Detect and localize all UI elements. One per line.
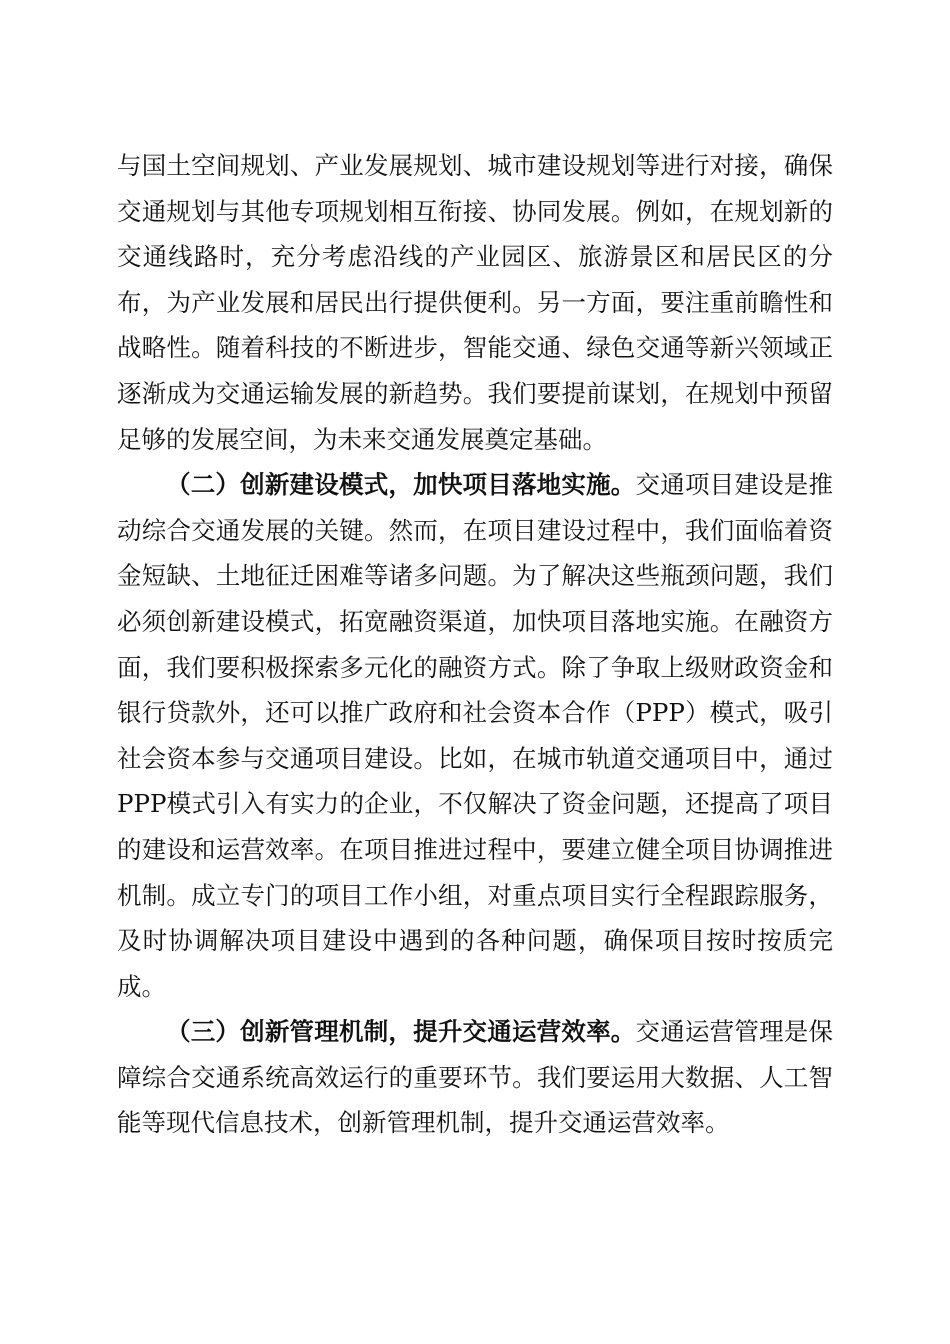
paragraph-continuation (117, 143, 833, 462)
paragraph-text: 与国土空间规划、产业发展规划、城市建设规划等进行对接，确保交通规划与其他专项规划相互衔接、协同发展。例如，在规划新的交通线路时，充分考虑沿线的产业园区、旅游景区和居民区的分布，为产业发展和居民出行提供便利。另一方面，要注重前瞻性和战略性。随着科技的不断进步，智能交通、绿色交通等新兴领域正逐渐成为交通运输发展的新趋势。我们要提前谋划，在规划中预留足够的发展空间，为未来交通发展奠定基础。 (117, 151, 833, 454)
paragraph-text: 交通运营管理是保障综合交通系统高效运行的重要环节。我们要运用大数据、人工智能等现代信息技术，创新管理机制，提升交通运营效率。 (117, 1017, 834, 1138)
section-heading-two: （二）创新建设模式，加快项目落地实施。 (166, 470, 636, 500)
section-heading-three: （三）创新管理机制，提升交通运营效率。 (166, 1017, 636, 1047)
paragraph-section-three (117, 1009, 833, 1146)
paragraph-text: 交通项目建设是推动综合交通发展的关键。然而，在项目建设过程中，我们面临着资金短缺、土地征迁困难等诸多问题。为了解决这些瓶颈问题，我们必须创新建设模式，拓宽融资渠道，加快项目落地实施。在融资方面，我们要积极探索多元化的融资方式。除了争取上级财政资金和银行贷款外，还可以推广政府和社会资本合作（PPP）模式，吸引社会资本参与交通项目建设。比如，在城市轨道交通项目中，通过PPP模式引入有实力的企业，不仅解决了资金问题，还提高了项目的建设和运营效率。在项目推进过程中，要建立健全项目协调推进机制。成立专门的项目工作小组，对重点项目实行全程跟踪服务，及时协调解决项目建设中遇到的各种问题，确保项目按时按质完成。 (117, 470, 834, 1001)
paragraph-section-two (117, 462, 833, 1009)
body-text (117, 143, 833, 1146)
